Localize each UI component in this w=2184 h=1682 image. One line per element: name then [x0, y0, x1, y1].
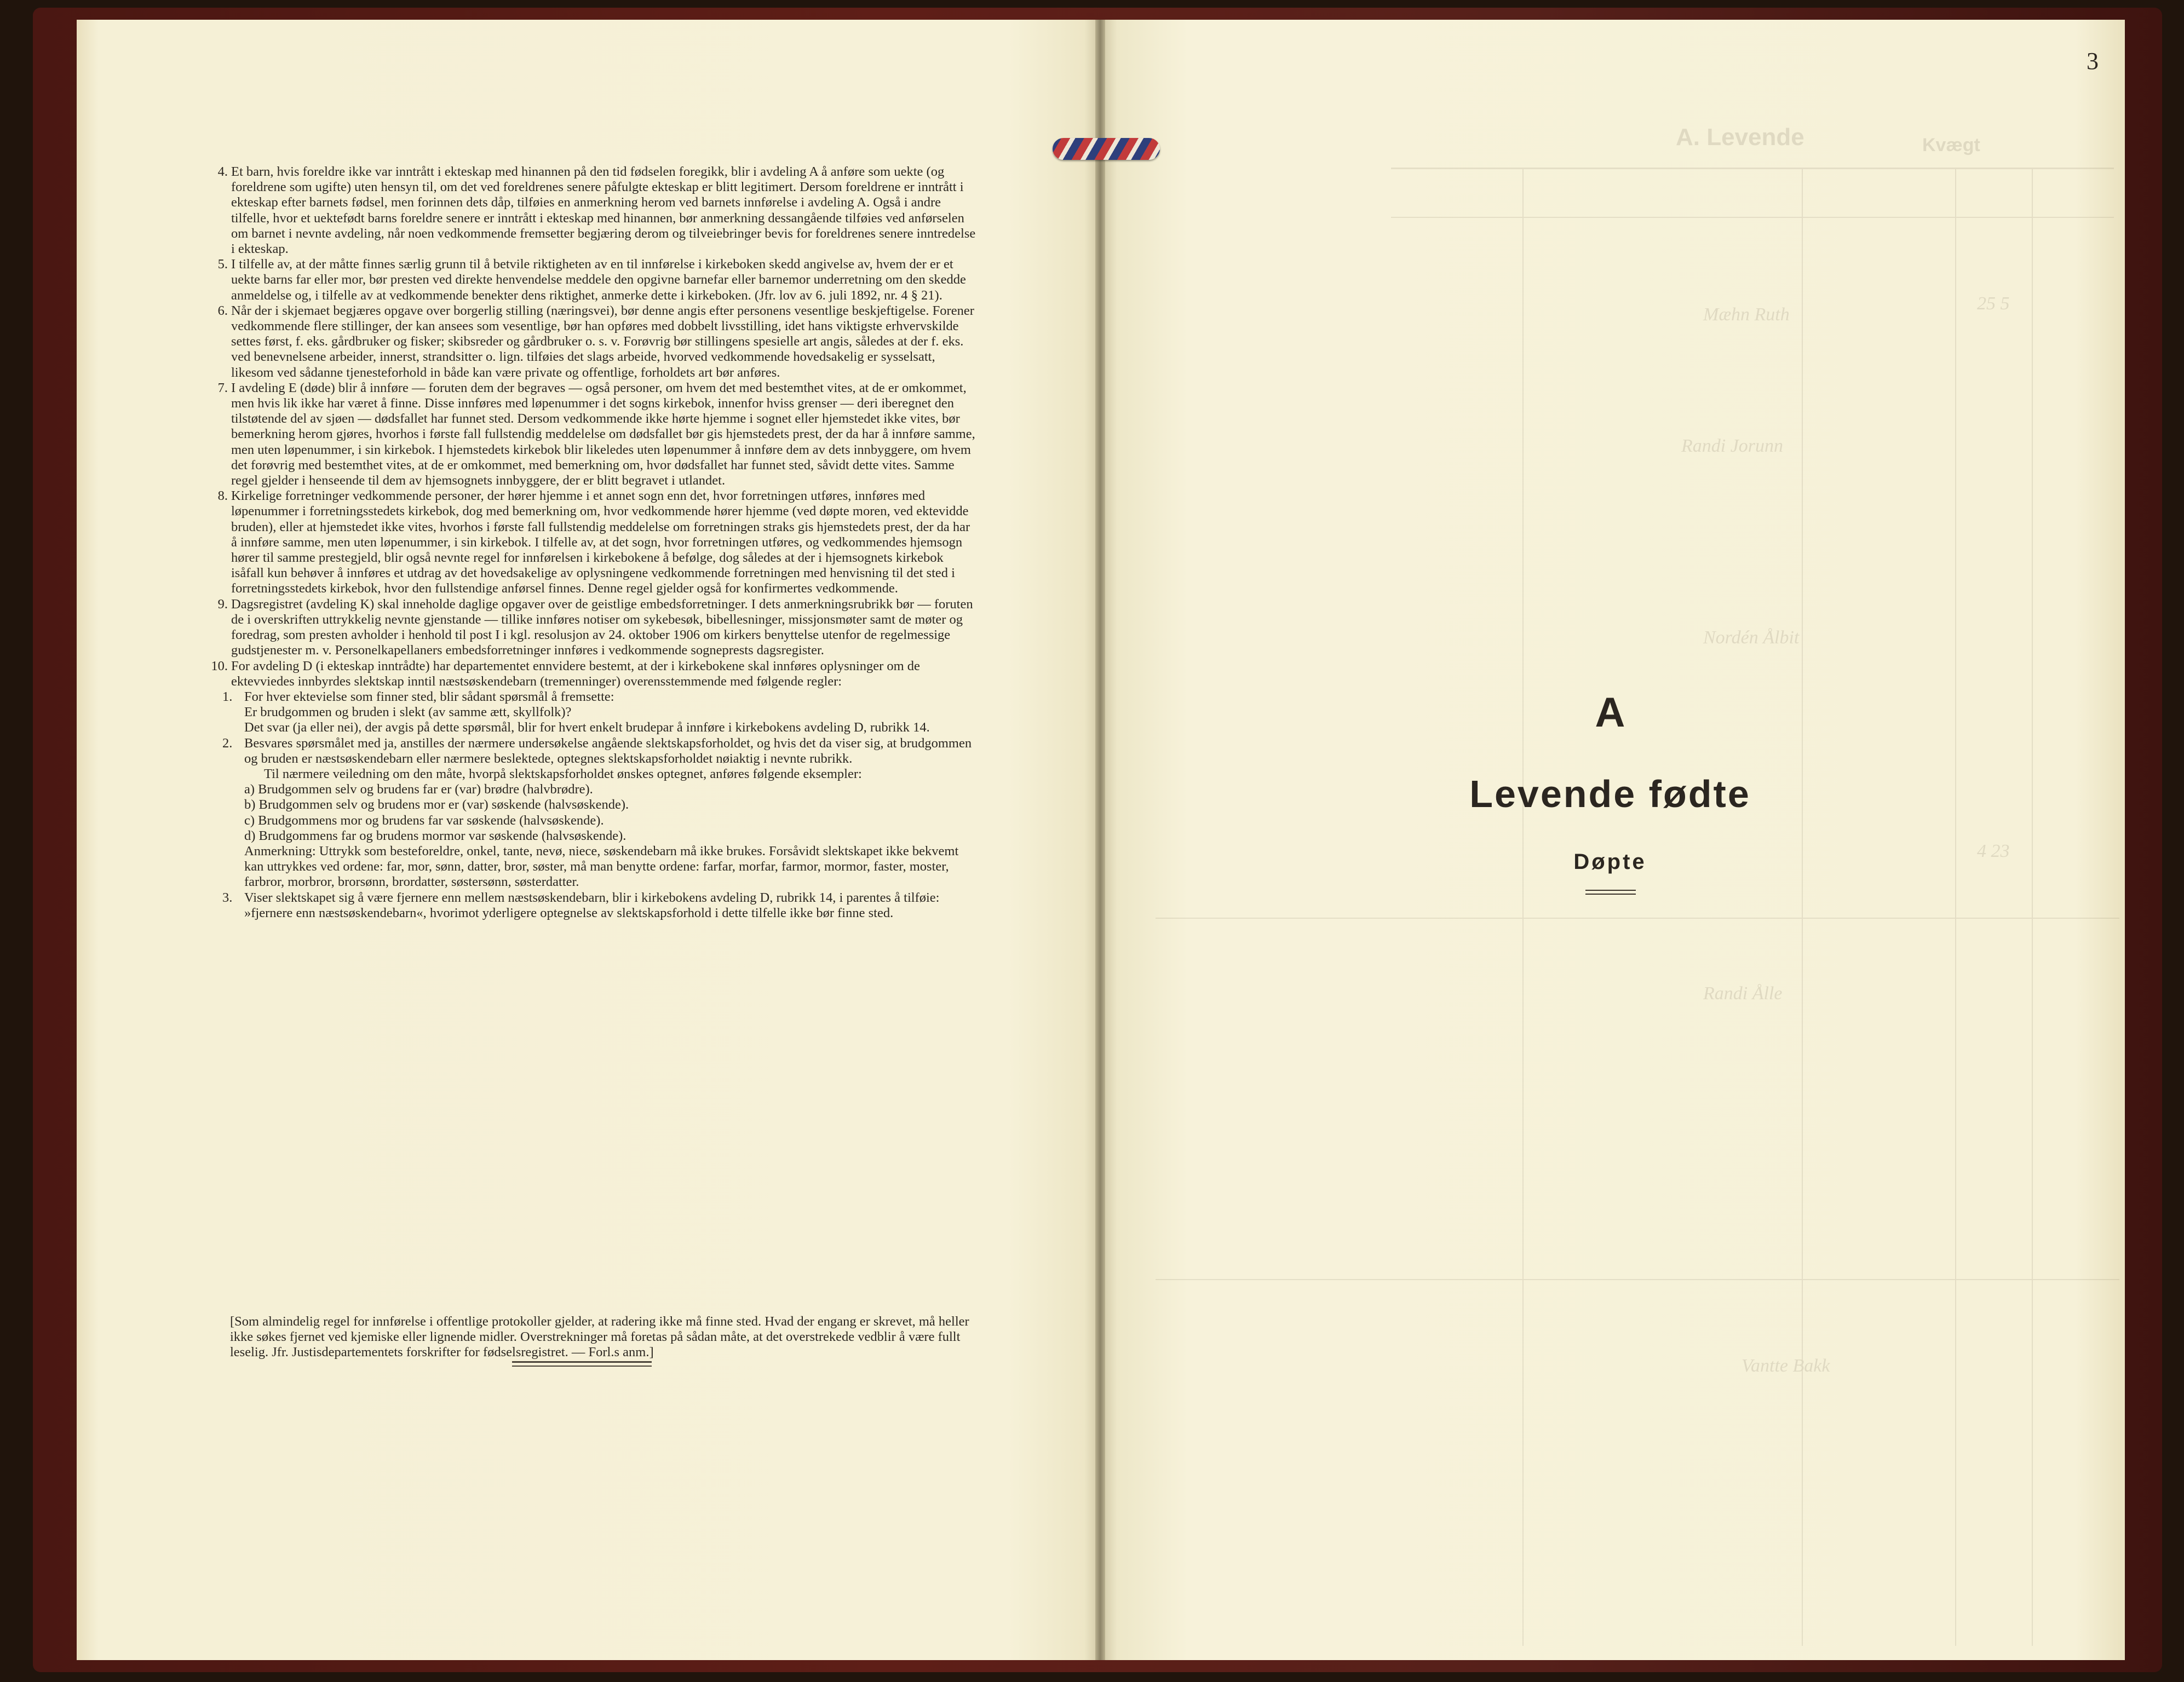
- binding-thread: [1053, 138, 1160, 160]
- subrule-number: 1.: [222, 689, 233, 704]
- divider-rule: [1585, 894, 1636, 895]
- page-number: 3: [2087, 48, 2099, 74]
- bleed-through-ghost: A. Levende Kvægt Mæhn Ruth Randi Jorunn Nordén Ålbit Randi Ålle Vantte Bakk 25 5 4 23: [1101, 20, 2125, 1660]
- subrule-text: Til nærmere veiledning om den måte, hvorpå slektskapsforholdet ønskes optegnet, anføres følgende eksempler:: [264, 766, 862, 781]
- subrule-text: For hver ektevielse som finner sted, blir sådant spørsmål å fremsette:: [244, 689, 614, 704]
- example-item: a) Brudgommen selv og brudens far er (var) brødre (halvbrødre).: [244, 782, 593, 797]
- publisher-note: [Som almindelig regel for innførelse i offentlige protokoller gjelder, at radering ikke må finne sted. Hvad der engang er skrevet, må heller ikke søkes fjernet ved kjemiske eller lignende midler. Overstrekninger må foretas på sådan måte, at det overstrekede vedblir å være fullt leselig. Jfr. Justisdepartementets forskrifter for fødselsregistret. — Forl.s anm.]: [230, 1314, 969, 1360]
- remark-text: Anmerkning: Uttrykk som besteforeldre, onkel, tante, nevø, niece, søskendebarn må ikke brukes. Forsåvidt slektskapet ikke bekvemt kan uttrykkes ved ordene: far, mor, sønn, datter, bror, søster, må man benytte ordene: farfar, morfar, farmor, mormor, faster, moster, farbror, morbror, brorsønn, brordatter, søstersønn, søsterdatter.: [244, 843, 959, 890]
- rule-item: [211, 381, 978, 488]
- book-spine: [1095, 20, 1105, 1660]
- example-item: b) Brudgommen selv og brudens mor er (var) søskende (halvsøskende).: [244, 797, 629, 813]
- rule-item: [211, 597, 978, 659]
- example-item: c) Brudgommens mor og brudens far var søskende (halvsøskende).: [244, 813, 604, 828]
- rule-text: For avdeling D (i ekteskap inntrådte) har departementet ennvidere bestemt, at der i kirkebokene skal innføres oplysninger om de ektevviedes innbyrdes slektskap inntil næstsøskendebarn (tremenninger) overensstemmende med følgende regler:: [231, 658, 920, 689]
- rule-number: 10.: [211, 658, 228, 673]
- rules-text-block: [211, 164, 978, 921]
- subrule-item: [211, 689, 978, 736]
- divider-rule: [512, 1361, 652, 1363]
- subrule-text: Besvares spørsmålet med ja, anstilles der nærmere undersøkelse angående slektskapsforholdet, og hvis det da viser sig, at brudgommen og bruden er næstsøskendebarn eller nærmere beslektede, optegnes slektskapsforholdet nøiaktig i nevnte rubrikk.: [244, 735, 972, 766]
- rule-text: I tilfelle av, at der måtte finnes særlig grunn til å betvile riktigheten av en til innførelse i kirkeboken skedd angivelse av, hvem der er et uekte barns far eller mor, bør presten ved direkte henvendelse meddele den opgivne barnefar eller barnemor underretning om den skedde anmeldelse og, i tilfelle av at vedkommende benekter dens riktighet, anmerke dette i kirkeboken. (Jfr. lov av 6. juli 1892, nr. 4 § 21).: [231, 257, 966, 303]
- subrule-question: Er brudgommen og bruden i slekt (av samme ætt, skyllfolk)?: [244, 705, 572, 720]
- rule-item: [211, 659, 978, 689]
- section-letter: A: [1595, 689, 1625, 736]
- example-item: d) Brudgommens far og brudens mormor var søskende (halvsøskende).: [244, 828, 627, 843]
- rule-item: [211, 164, 978, 257]
- rule-text: Når der i skjemaet begjæres opgave over borgerlig stilling (næringsvei), bør denne angis efter personens vesentlige beskjeftigelse. Forener vedkommende flere stillinger, der kan ansees som vesentlige, bør han opføres med dobbelt livsstilling, idet hans viktigste erhvervskilde settes først, f. eks. gårdbruker og fisker; skibsreder og gårdbruker o. s. v. Forøvrig bør stillingens spesielle art angis, således at der f. eks. ved benevnelsene arbeider, innerst, strandsitter o. lign. tilføies det slags arbeide, hvorved vedkommende hovedsakelig er sysselsatt, likesom ved sådanne tjenesteforhold in både kan være private og offentlige, forholdets art bør anføres.: [231, 303, 974, 380]
- rule-number: 8.: [217, 488, 228, 504]
- rule-text: I avdeling E (døde) blir å innføre — foruten dem der begraves — også personer, om hvem det med bestemthet vites, at de er omkommet, men hvis lik ikke har været å finne. Disse innføres med løpenummer i det sogns kirkebok, innenfor hviss grenser — deri iberegnet den tilstøtende del av sjøen — dødsfallet har funnet sted. Dersom vedkommende ikke hørte hjemme i sognet eller hjemstedet ikke vites, bør bemerkning herom gjøres, hvorhos i første fall fullstendig meddelelse om dødsfallet bør gis hjemstedets prest, der da har å innføre samme, men uten løpenummer, i sin kirkebok. I hjemstedets kirkebok blir likeledes uten løpenummer å innføre dem av dets innbyggere, om hvem det forøvrig med bestemthet vites, at de er omkommet, med bemerkning om, hvor dødsfallet har funnet sted, såvidt dette vites. Samme regel gjelder i henseende til dem av hjemsognets innbyggere, der er blitt begravet i utlandet.: [231, 380, 975, 488]
- rule-number: 4.: [217, 164, 228, 179]
- rule-item: [211, 488, 978, 596]
- subrule-text: Viser slektskapet sig å være fjernere enn mellem næstsøskendebarn, blir i kirkebokens avdeling D, rubrikk 14, i parentes å tilføie: »fjernere enn næstsøskendebarn«, hvorimot yderligere optegnelse av slektskapsforhold i dette tilfelle ikke bør finne sted.: [244, 890, 940, 920]
- rule-item: [211, 303, 978, 381]
- subrule-text: Det svar (ja eller nei), der avgis på dette spørsmål, blir for hvert enkelt brudepar å innføre i kirkebokens avdeling D, rubrikk 14.: [244, 720, 930, 735]
- subrule-item: [211, 736, 978, 782]
- rule-text: Dagsregistret (avdeling K) skal inneholde daglige opgaver over de geistlige embedsforretninger. I dets anmerkningsrubrikk bør — foruten de i overskriften uttrykkelig nevnte gjenstande — tillike innføres notiser om sykebesøk, bibellesninger, missjonsmøter samt de møter og foredrag, som presten avholder i henhold til post I i kgl. resolusjon av 24. oktober 1906 om kirkers benyttelse utenfor de regelmessige gudstjenester m. v. Personelkapellaners embedsforretninger innføres i vedkommende sogneprests dagsregister.: [231, 596, 973, 658]
- subrule-number: 2.: [222, 735, 233, 751]
- rule-text: Et barn, hvis foreldre ikke var inntrått i ekteskap med hinannen på den tid fødselen foregikk, blir i avdeling A å anføre som uekte (og foreldrene som ugifte) uten hensyn til, om det ved foreldrenes senere påfulgte ekteskap er blitt legitimert. Dersom foreldrene er inntrått i ekteskap efter barnets fødsel, men forinnen dets dåp, tilføies en anmerkning herom ved barnets innførelse i avdeling A. Også i andre tilfelle, hvor et uektefødt barns foreldre senere er inntrått i ekteskap med hinannen, bør anmerkning dessangående tilføies ved anførselen om barnet i nevnte avdeling, når noen vedkommende fremsetter begjæring derom og tilveiebringer bevis for foreldrenes senere inntredelse i ekteskap.: [231, 164, 976, 257]
- rule-number: 7.: [217, 380, 228, 395]
- subrule-item: [211, 890, 978, 921]
- rule-text: Kirkelige forretninger vedkommende personer, der hører hjemme i et annet sogn enn det, hvor forretningen utføres, innføres med løpenummer i forretningsstedets kirkebok, dog med bemerkning om, hvor vedkommende hører hjemme (ved døpte moren, ved ektevidde bruden), eller at hjemstedet ikke vites, hvorhos i første fall fullstendig meddelelse om forretningen straks gis hjemstedets prest, der da har å innføre samme, men uten løpenummer, i sin kirkebok. I tilfelle av, at det sogn, hvor forretningen utføres, og vedkommendes hjemsogn hører til samme prestegjeld, blir også nevnte regel for innførelsen i kirkebokene å befølge, dog således at der i hjemsognets kirkebok isåfall kun behøver å innføres et utdrag av det hovedsakelige av oplysningene vedkommende forretningen med henvisning til det sted i forretningsstedets kirkebok, hvor den fullstendige anførsel finnes. Denne regel gjelder også for konfirmertes vedkommende.: [231, 488, 970, 596]
- rule-item: [211, 257, 978, 303]
- divider-rule: [512, 1366, 652, 1367]
- rule-number: 5.: [217, 257, 228, 272]
- rule-number: 6.: [217, 303, 228, 318]
- section-title: Levende fødte: [1469, 773, 1751, 815]
- section-subtitle: Døpte: [1573, 850, 1647, 874]
- subrule-number: 3.: [222, 890, 233, 905]
- rule-number: 9.: [217, 596, 228, 612]
- divider-rule: [1585, 890, 1636, 891]
